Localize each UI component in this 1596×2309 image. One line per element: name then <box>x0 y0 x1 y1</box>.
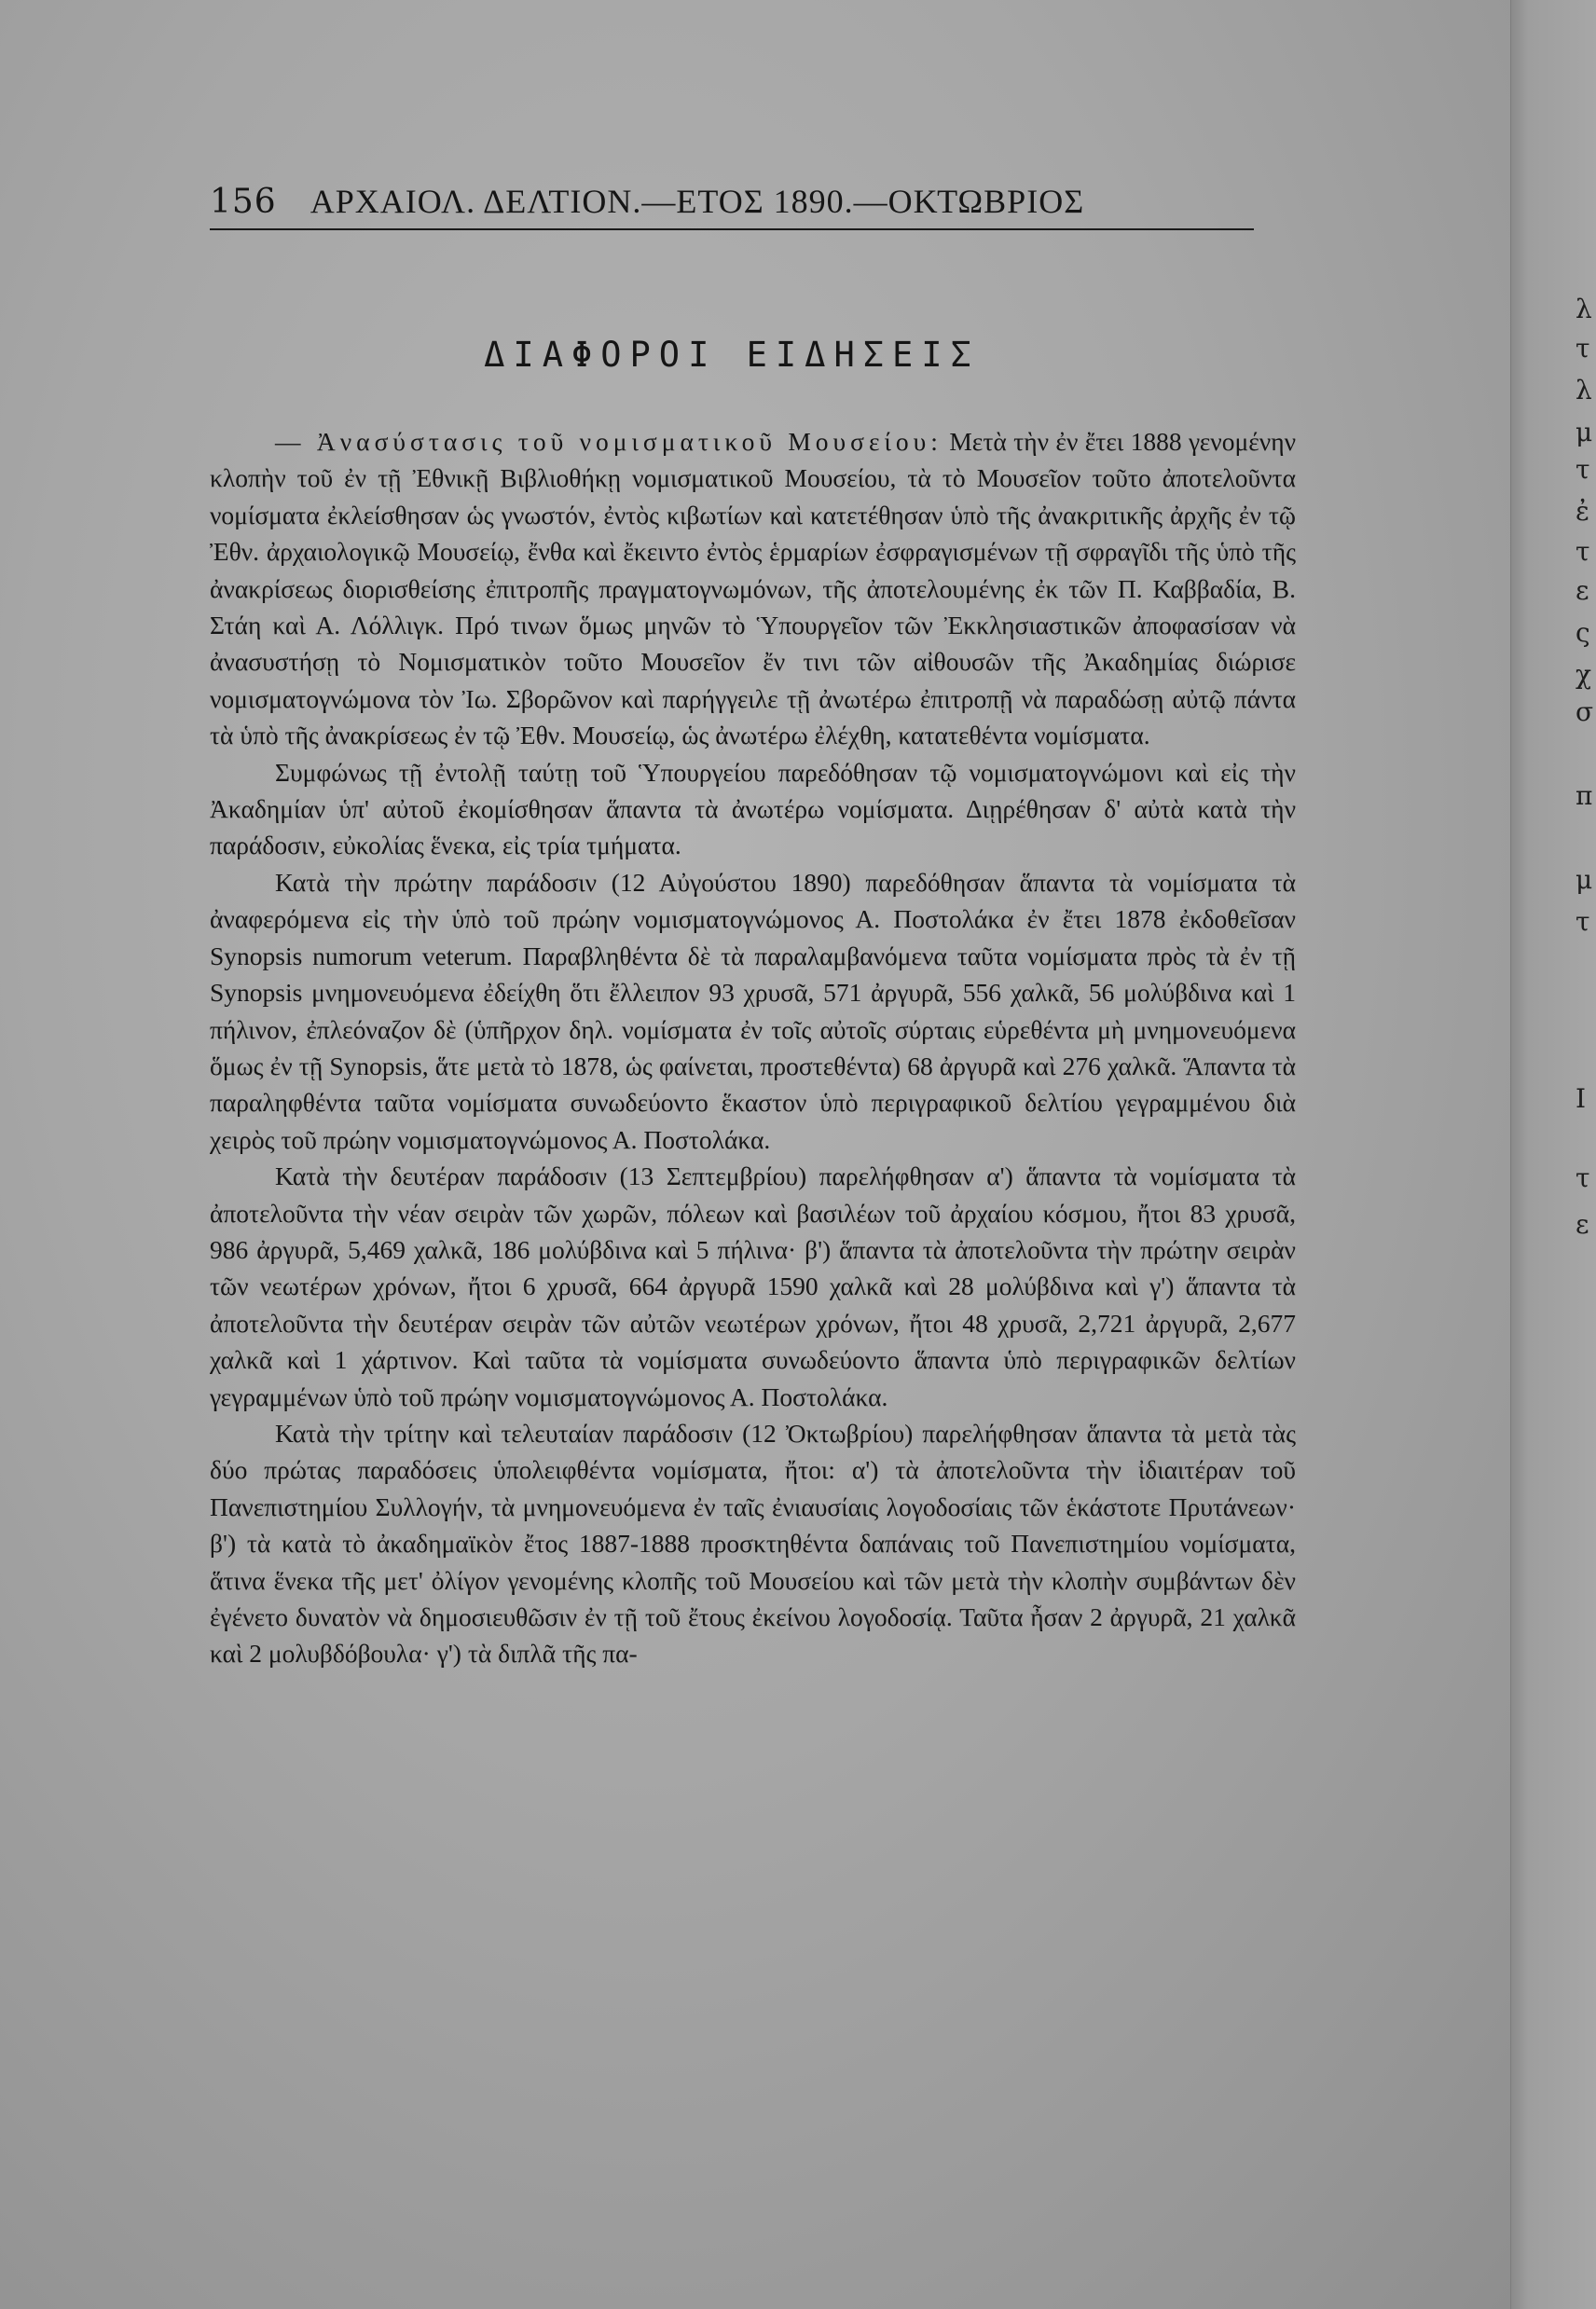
facing-page-letter: π <box>1575 780 1593 811</box>
paragraph-5: Κατὰ τὴν τρίτην καὶ τελευταίαν παράδοσιν (12 Ὀκτωβρίου) παρελήφθησαν ἅπαντα τὰ μετὰ τὰς δύο πρώτας παραδόσεις ὑπολειφθέντα νομίσματα, ἤτοι: α') τὰ ἀποτελοῦντα τὴν ἰδιαιτέραν τοῦ Πανεπιστημίου Συλλογήν, τὰ μνημονευόμενα ἐν ταῖς ἐνιαυσίαις λογοδοσίαις τῶν ἑκάστοτε Πρυτάνεων· β') τὰ κατὰ τὸ ἀκαδημαϊκὸν ἔτος 1887-1888 προσκτηθέντα δαπάναις τοῦ Πανεπιστημίου νομίσματα, ἅτινα ἕνεκα τῆς μετ' ὀλίγον γενομένης κλοπῆς τοῦ Μουσείου καὶ τῶν μετὰ τὴν κλοπὴν συμβάντων δὲν ἐγένετο δυνατὸν νὰ δημοσιευθῶσιν ἐν τῇ τοῦ ἔτους ἐκείνου λογοδοσίᾳ. Ταῦτα ἦσαν 2 ἀργυρᾶ, 21 χαλκᾶ καὶ 2 μολυβδόβουλα· γ') τὰ διπλᾶ τῆς πα- <box>210 1418 1296 1669</box>
facing-page-letter: τ <box>1575 906 1590 937</box>
facing-page-letter: ἐ <box>1575 496 1590 527</box>
facing-page-letter: μ <box>1575 417 1593 447</box>
paragraph-1-text: Μετὰ τὴν ἐν ἔτει 1888 γενομένην κλοπὴν τοῦ ἐν τῇ Ἐθνικῇ Βιβλιοθήκῃ νομισματικοῦ Μουσείου, τὰ τὸ Μουσεῖον τοῦτο ἀποτελοῦντα νομίσματα ἐκλείσθησαν ὡς γνωστόν, ἐντὸς κιβωτίων καὶ κατετέθησαν ὑπὸ τῆς ἀνακριτικῆς ἀρχῆς ἐν τῷ Ἐθν. ἀρχαιολογικῷ Μουσείῳ, ἔνθα καὶ ἔκειντο ἐντὸς ἑρμαρίων ἐσφραγισμένων τῇ σφραγῖδι τῆς ὑπὸ τῆς ἀνακρίσεως διορισθείσης ἐπιτροπῆς πραγματογνωμόνων, τῆς ἀποτελουμένης ἐκ τῶν Π. Καββαδία, Β. Στάη καὶ Α. Λόλλιγκ. Πρό τινων ὅμως μηνῶν τὸ Ὑπουργεῖον τῶν Ἐκκλησιαστικῶν ἀποφασίσαν νὰ ἀνασυστήσῃ τὸ Νομισματικὸν τοῦτο Μουσεῖον ἔν τινι τῶν αἰθουσῶν τῆς Ἀκαδημίας διώρισε νομισματογνώμονα τὸν Ἰω. Σβορῶνον καὶ παρήγγειλε τῇ ἀνωτέρω ἐπιτροπῇ νὰ παραδώσῃ αὐτῷ πάντα τὰ ὑπὸ τῆς ἀνακρίσεως ἐν τῷ Ἐθν. Μουσείῳ, ὡς ἀνωτέρω ἐλέχθη, κατατεθέντα νομίσματα. <box>210 427 1297 750</box>
facing-page-letter: Ι <box>1575 1083 1587 1114</box>
running-title: ΑΡΧΑΙΟΛ. ΔΕΛΤΙΟΝ.—ΕΤΟΣ 1890.—ΟΚΤΩΒΡΙΟΣ <box>310 183 1085 220</box>
running-head <box>210 182 1254 230</box>
facing-page-letter: τ <box>1575 333 1590 364</box>
facing-page-letter: τ <box>1575 536 1590 567</box>
facing-page-letter: λ <box>1575 294 1592 324</box>
facing-page-letter: τ <box>1575 454 1590 485</box>
facing-page-letter: ς <box>1575 617 1590 648</box>
facing-page-letter: λ <box>1575 375 1592 405</box>
article-body <box>210 423 1296 1672</box>
section-title: ΔΙΑΦΟΡΟΙ ΕΙΔΗΣΕΙΣ <box>484 335 980 375</box>
page-number: 156 <box>210 183 277 221</box>
document-page <box>210 182 1296 1672</box>
facing-page-letter: χ <box>1575 659 1591 690</box>
facing-page-letter: τ <box>1575 1162 1590 1193</box>
facing-page-letter: μ <box>1575 864 1593 895</box>
article-heading: — Ἀνασύστασις τοῦ νομισματικοῦ Μουσείου: <box>275 427 942 456</box>
facing-page-letter: σ <box>1575 696 1594 727</box>
paragraph-4: Κατὰ τὴν δευτέραν παράδοσιν (13 Σεπτεμβρίου) παρελήφθησαν α') ἅπαντα τὰ νομίσματα τὰ ἀποτελοῦντα τὴν νέαν σειρὰν τῶν χωρῶν, πόλεων καὶ βασιλέων τοῦ ἀρχαίου κόσμου, ἤτοι 83 χρυσᾶ, 986 ἀργυρᾶ, 5,469 χαλκᾶ, 186 μολύβδινα καὶ 5 πήλινα· β') ἅπαντα τὰ ἀποτελοῦντα τὴν πρώτην σειρὰν τῶν νεωτέρων χρόνων, ἤτοι 6 χρυσᾶ, 664 ἀργυρᾶ 1590 χαλκᾶ καὶ 28 μολύβδινα καὶ γ') ἅπαντα τὰ ἀποτελοῦντα τὴν δευτέραν σειρὰν τῶν αὐτῶν νεωτέρων χρόνων, ἤτοι 48 χρυσᾶ, 2,721 ἀργυρᾶ, 2,677 χαλκᾶ καὶ 1 χάρτινον. Καὶ ταῦτα τὰ νομίσματα συνωδεύοντο ἅπαντα ὑπὸ περιγραφικῶν δελτίων γεγραμμένων ὑπὸ τοῦ πρώην νομισματογνώμονος Α. Ποστολάκα. <box>210 1161 1296 1411</box>
facing-page-letter: ε <box>1575 1209 1589 1240</box>
paragraph-1 <box>210 423 1296 754</box>
paragraph-2: Συμφώνως τῇ ἐντολῇ ταύτῃ τοῦ Ὑπουργείου παρεδόθησαν τῷ νομισματογνώμονι καὶ εἰς τὴν Ἀκαδημίαν ὑπ' αὐτοῦ ἐκομίσθησαν ἅπαντα τὰ ἀνωτέρω νομίσματα. Διῃρέθησαν δ' αὐτὰ κατὰ τὴν παράδοσιν, εὐκολίας ἕνεκα, εἰς τρία τμήματα. <box>210 757 1296 860</box>
facing-page-letter: ε <box>1575 575 1589 606</box>
paragraph-3: Κατὰ τὴν πρώτην παράδοσιν (12 Αὐγούστου 1890) παρεδόθησαν ἅπαντα τὰ νομίσματα τὰ ἀναφερόμενα εἰς τὴν ὑπὸ τοῦ πρώην νομισματογνώμονος Α. Ποστολάκα ἐν ἔτει 1878 ἐκδοθεῖσαν Synopsis numorum veterum. Παραβληθέντα δὲ τὰ παραλαμβανόμενα ταῦτα νομίσματα πρὸς τὰ ἐν τῇ Synopsis μνημονευόμενα ἐδείχθη ὅτι ἔλλειπον 93 χρυσᾶ, 571 ἀργυρᾶ, 556 χαλκᾶ, 56 μολύβδινα καὶ 1 πήλινον, ἐπλεόναζον δὲ (ὑπῆρχον δηλ. νομίσματα ἐν τοῖς αὐτοῖς σύρταις εὑρεθέντα μὴ μνημονευόμενα ὅμως ἐν τῇ Synopsis, ἅτε μετὰ τὸ 1878, ὡς φαίνεται, προστεθέντα) 68 ἀργυρᾶ καὶ 276 χαλκᾶ. Ἅπαντα τὰ παραληφθέντα ταῦτα νομίσματα συνωδεύοντο ἕκαστον ὑπὸ περιγραφικοῦ δελτίου γεγραμμένου διὰ χειρὸς τοῦ πρώην νομισματογνώμονος Α. Ποστολάκα. <box>210 867 1296 1154</box>
